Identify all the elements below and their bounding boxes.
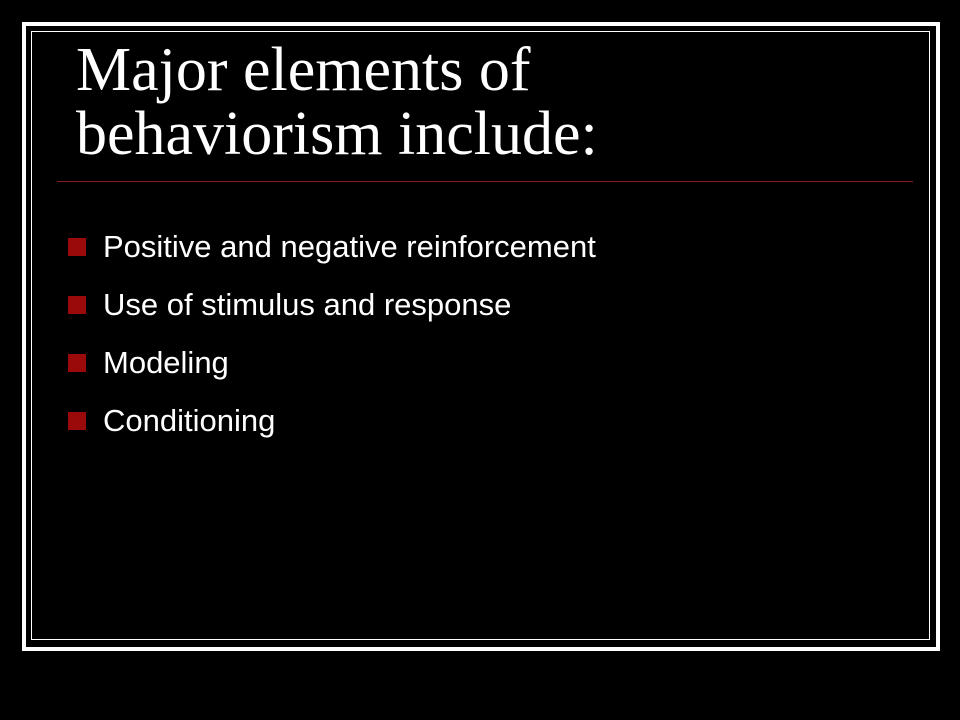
square-bullet-icon [68,296,86,314]
slide-title-line-1: Major elements of [76,36,531,104]
bullet-item [68,334,596,392]
square-bullet-icon [68,412,86,430]
bullet-text: Modeling [103,345,229,380]
bullet-item [68,276,596,334]
square-bullet-icon [68,238,86,256]
bullet-text: Use of stimulus and response [103,287,512,322]
bullet-item [68,392,596,450]
slide-title [76,38,896,166]
bullet-item [68,218,596,276]
bullet-list [68,218,596,450]
square-bullet-icon [68,354,86,372]
title-divider [57,181,913,182]
bullet-text: Conditioning [103,403,276,438]
slide-title-line-2: behaviorism include: [76,100,598,168]
bullet-text: Positive and negative reinforcement [103,229,596,264]
